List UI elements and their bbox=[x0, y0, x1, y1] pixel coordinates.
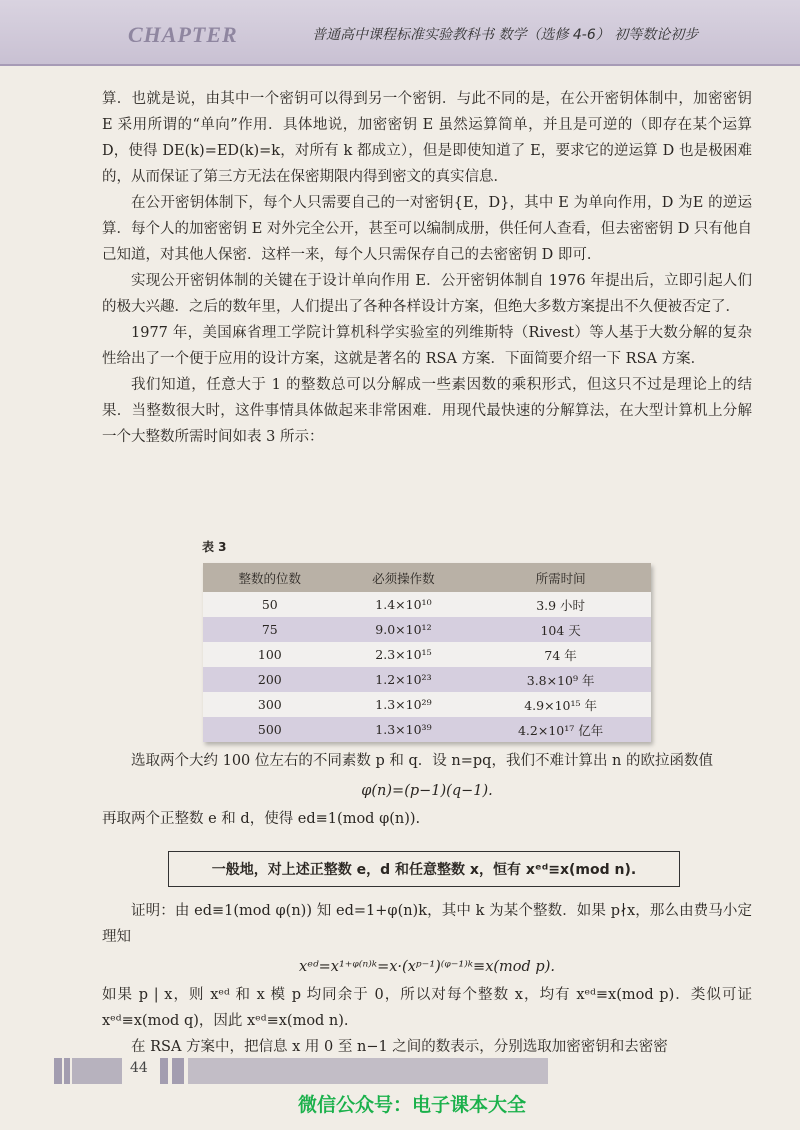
proof-paragraph-2: 如果 p | x，则 xᵉᵈ 和 x 模 p 均同余于 0，所以对每个整数 x，均有 xᵉᵈ≡x(mod p)．类似可证 xᵉᵈ≡x(mod q)，因此 xᵉᵈ≡x(mod n). bbox=[102, 987, 752, 1029]
footer-bar-segment bbox=[64, 1058, 70, 1084]
proof-paragraph-1: 证明：由 ed≡1(mod φ(n)) 知 ed=1+φ(n)k，其中 k 为某个整数．如果 p∤x，那么由费马小定理知 bbox=[102, 903, 752, 945]
theorem-text: 一般地，对上述正整数 e，d 和任意整数 x，恒有 xᵉᵈ≡x(mod n). bbox=[211, 862, 637, 878]
header-band bbox=[0, 0, 800, 66]
table-cell: 1.4×10¹⁰ bbox=[337, 592, 471, 617]
table-cell: 4.2×10¹⁷ 亿年 bbox=[470, 717, 651, 742]
table-cell: 3.9 小时 bbox=[470, 592, 651, 617]
paragraph-1: 算．也就是说，由其中一个密钥可以得到另一个密钥．与此不同的是，在公开密钥体制中，加密密钥 E 采用所谓的“单向”作用．具体地说，加密密钥 E 虽然运算简单，并且是可逆的（即存在某个运算 D，使得 DE(k)=ED(k)=k，对所有 k 都成立），但是即使知道了 E，要求它的逆运算 D 也是极困难的，从而保证了第三方无法在保密期限内得到密文的真实信息． bbox=[102, 91, 752, 185]
euler-formula: φ(n)=(p−1)(q−1). bbox=[361, 783, 493, 799]
table-cell: 1.3×10³⁹ bbox=[337, 717, 471, 742]
paragraph-5: 我们知道，任意大于 1 的整数总可以分解成一些素因数的乘积形式，但这只不过是理论上的结果．当整数很大时，这件事情具体做起来非常困难．用现代最快速的分解算法，在大型计算机上分解一个大整数所需时间如表 3 所示： bbox=[102, 377, 752, 445]
footer-bar-segment bbox=[172, 1058, 184, 1084]
page-number: 44 bbox=[130, 1060, 148, 1076]
table-header-digits: 整数的位数 bbox=[203, 563, 337, 592]
footer-bar-segment bbox=[160, 1058, 168, 1084]
table-cell: 4.9×10¹⁵ 年 bbox=[470, 692, 651, 717]
table-header-row bbox=[203, 563, 651, 592]
footer-bar-segment bbox=[72, 1058, 122, 1084]
table-cell: 75 bbox=[203, 617, 337, 642]
table-row bbox=[203, 717, 651, 742]
factoring-time-table bbox=[203, 563, 651, 742]
body-text-section-1 bbox=[102, 86, 752, 450]
paragraph-3: 实现公开密钥体制的关键在于设计单向作用 E．公开密钥体制自 1976 年提出后，立即引起人们的极大兴趣．之后的数年里，人们提出了各种各样设计方案，但绝大多数方案提出不久便被否定了． bbox=[102, 273, 752, 315]
footer-bar-segment bbox=[54, 1058, 62, 1084]
book-title: 普通高中课程标准实验教科书 数学（选修 4-6） 初等数论初步 bbox=[312, 27, 699, 43]
chapter-label: CHAPTER bbox=[128, 22, 238, 47]
paragraph-2: 在公开密钥体制下，每个人只需要自己的一对密钥{E，D}，其中 E 为单向作用，D 为E 的逆运算．每个人的加密密钥 E 对外完全公开，甚至可以编制成册，供任何人查看，但去密密钥 D 只有他自己知道，对其他人保密．这样一来，每个人只需保存自己的去密密钥 D 即可． bbox=[102, 195, 752, 263]
table-row bbox=[203, 642, 651, 667]
paragraph-ed: 再取两个正整数 e 和 d，使得 ed≡1(mod φ(n)). bbox=[102, 811, 421, 827]
table-row bbox=[203, 692, 651, 717]
table-cell: 104 天 bbox=[470, 617, 651, 642]
table-cell: 1.3×10²⁹ bbox=[337, 692, 471, 717]
watermark-text: 微信公众号：电子课本大全 bbox=[298, 1094, 527, 1116]
fermat-formula: xᵉᵈ=x¹⁺ᵠ⁽ⁿ⁾ᵏ=x·(xᵖ⁻¹)⁽ᵠ⁻¹⁾ᵏ≡x(mod p). bbox=[299, 959, 555, 975]
table-cell: 500 bbox=[203, 717, 337, 742]
footer-bar-segment bbox=[188, 1058, 548, 1084]
table-cell: 1.2×10²³ bbox=[337, 667, 471, 692]
paragraph-euler: 选取两个大约 100 位左右的不同素数 p 和 q．设 n=pq，我们不难计算出 n 的欧拉函数值 bbox=[131, 753, 714, 769]
table-cell: 100 bbox=[203, 642, 337, 667]
table-row bbox=[203, 592, 651, 617]
table-cell: 3.8×10⁹ 年 bbox=[470, 667, 651, 692]
theorem-box bbox=[168, 851, 680, 887]
table-cell: 50 bbox=[203, 592, 337, 617]
body-text-section-2 bbox=[102, 748, 752, 832]
table-cell: 2.3×10¹⁵ bbox=[337, 642, 471, 667]
table-caption: 表 3 bbox=[202, 540, 227, 554]
table-row bbox=[203, 667, 651, 692]
table-cell: 74 年 bbox=[470, 642, 651, 667]
table-cell: 300 bbox=[203, 692, 337, 717]
proof-paragraph-3: 在 RSA 方案中，把信息 x 用 0 至 n−1 之间的数表示，分别选取加密密钥和去密密 bbox=[131, 1039, 668, 1055]
table-header-time: 所需时间 bbox=[470, 563, 651, 592]
table-header-operations: 必须操作数 bbox=[337, 563, 471, 592]
table-cell: 9.0×10¹² bbox=[337, 617, 471, 642]
proof-section bbox=[102, 898, 752, 1060]
table-cell: 200 bbox=[203, 667, 337, 692]
paragraph-4: 1977 年，美国麻省理工学院计算机科学实验室的列维斯特（Rivest）等人基于大数分解的复杂性给出了一个便于应用的设计方案，这就是著名的 RSA 方案．下面简要介绍一下 RSA 方案． bbox=[102, 325, 752, 367]
table-row bbox=[203, 617, 651, 642]
